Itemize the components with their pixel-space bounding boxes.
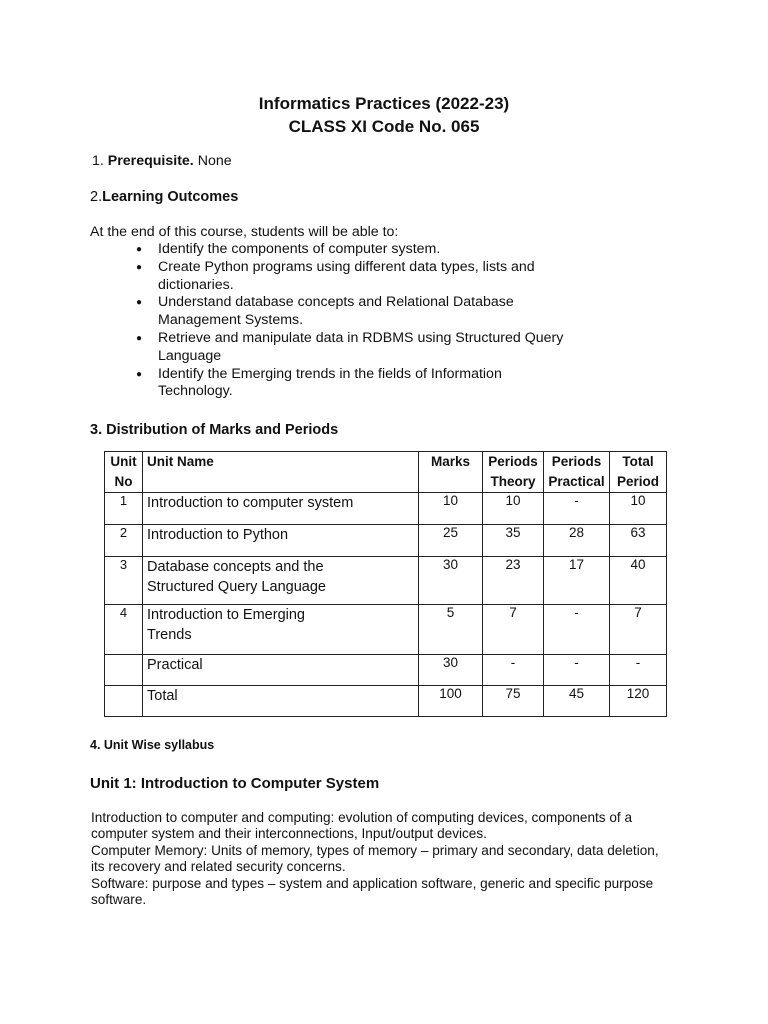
total-cell: 63: [610, 525, 667, 557]
total-cell: 120: [610, 686, 667, 717]
paragraph-line: Introduction to computer and computing: evolution of computing devices, components of a: [91, 810, 633, 825]
header-periods-practical: Periods Practical: [544, 452, 610, 493]
unit-name-cell: Introduction to computer system: [143, 493, 419, 525]
unit-no-cell: [105, 655, 143, 686]
learning-outcomes-title: Learning Outcomes: [102, 189, 239, 205]
header-marks: Marks: [419, 452, 483, 493]
document-title: Informatics Practices (2022-23): [258, 94, 510, 113]
paragraph-line: Computer Memory: Units of memory, types of memory – primary and secondary, data deletion,: [91, 842, 659, 858]
table-row: [105, 525, 667, 557]
theory-cell: 35: [483, 525, 544, 557]
paragraph-line: Software: purpose and types – system and application software, generic and specific purpose: [91, 875, 654, 891]
unit1-heading: [90, 775, 379, 792]
practical-cell: -: [544, 605, 610, 655]
paragraph-line: software.: [91, 892, 147, 908]
marks-cell: 30: [419, 557, 483, 605]
syllabus-heading: [90, 738, 214, 752]
practical-cell: -: [544, 493, 610, 525]
unit1-paragraph: [91, 810, 691, 908]
learning-outcomes-heading: [90, 189, 238, 205]
document-subtitle: CLASS XI Code No. 065: [288, 117, 480, 136]
theory-cell: -: [483, 655, 544, 686]
practical-cell: 45: [544, 686, 610, 717]
marks-cell: 30: [419, 655, 483, 686]
theory-cell: 23: [483, 557, 544, 605]
list-item: ● Retrieve and manipulate data in RDBMS using Structured Query Language: [136, 330, 578, 366]
total-cell: 40: [610, 557, 667, 605]
header-unit-name: Unit Name: [143, 452, 419, 493]
total-cell: -: [610, 655, 667, 686]
unit-name-cell: Practical: [143, 655, 419, 686]
unit-no-cell: 4: [105, 605, 143, 655]
theory-cell: 7: [483, 605, 544, 655]
marks-cell: 10: [419, 493, 483, 525]
unit1-heading-text: Unit 1: Introduction to Computer System: [90, 775, 380, 792]
unit-no-cell: 1: [105, 493, 143, 525]
paragraph-line: its recovery and related security concerns.: [91, 859, 346, 875]
paragraph-line: computer system and their interconnections, Input/output devices.: [91, 826, 487, 842]
list-item: ● Create Python programs using different data types, lists and dictionaries.: [136, 259, 578, 295]
distribution-heading-text: 3. Distribution of Marks and Periods: [90, 422, 339, 438]
table-row: [105, 493, 667, 525]
prerequisite-line: [92, 153, 232, 169]
list-item: ● Identify the components of computer system.: [136, 241, 578, 259]
practical-cell: 17: [544, 557, 610, 605]
table-row: [105, 686, 667, 717]
unit-name-cell: Introduction to Emerging Trends: [143, 605, 419, 655]
prerequisite-value: None: [197, 153, 232, 169]
total-cell: 7: [610, 605, 667, 655]
marks-cell: 100: [419, 686, 483, 717]
marks-distribution-table: [104, 451, 667, 717]
table-row: [105, 655, 667, 686]
unit-no-cell: 3: [105, 557, 143, 605]
table-row: [105, 557, 667, 605]
learning-outcomes-list: [136, 241, 578, 401]
header-total-period: Total Period: [610, 452, 667, 493]
marks-cell: 5: [419, 605, 483, 655]
learning-outcomes-number: 2.: [90, 189, 103, 205]
table-row: [105, 605, 667, 655]
list-item: ● Identify the Emerging trends in the fields of Information Technology.: [136, 366, 578, 402]
practical-cell: -: [544, 655, 610, 686]
distribution-heading: [90, 422, 338, 438]
prerequisite-number: 1.: [92, 153, 104, 169]
theory-cell: 10: [483, 493, 544, 525]
unit-no-cell: [105, 686, 143, 717]
table-header-row: [105, 452, 667, 493]
header-unit-no: Unit No: [105, 452, 143, 493]
syllabus-heading-text: 4. Unit Wise syllabus: [90, 738, 215, 752]
practical-cell: 28: [544, 525, 610, 557]
unit-name-cell: Database concepts and the Structured Query Language: [143, 557, 419, 605]
header-periods-theory: Periods Theory: [483, 452, 544, 493]
learning-intro: At the end of this course, students will be able to:: [90, 224, 399, 240]
total-cell: 10: [610, 493, 667, 525]
marks-cell: 25: [419, 525, 483, 557]
prerequisite-label: Prerequisite.: [107, 153, 194, 169]
unit-name-cell: Introduction to Python: [143, 525, 419, 557]
theory-cell: 75: [483, 686, 544, 717]
unit-no-cell: 2: [105, 525, 143, 557]
unit-name-cell: Total: [143, 686, 419, 717]
list-item: ● Understand database concepts and Relational Database Management Systems.: [136, 294, 578, 330]
